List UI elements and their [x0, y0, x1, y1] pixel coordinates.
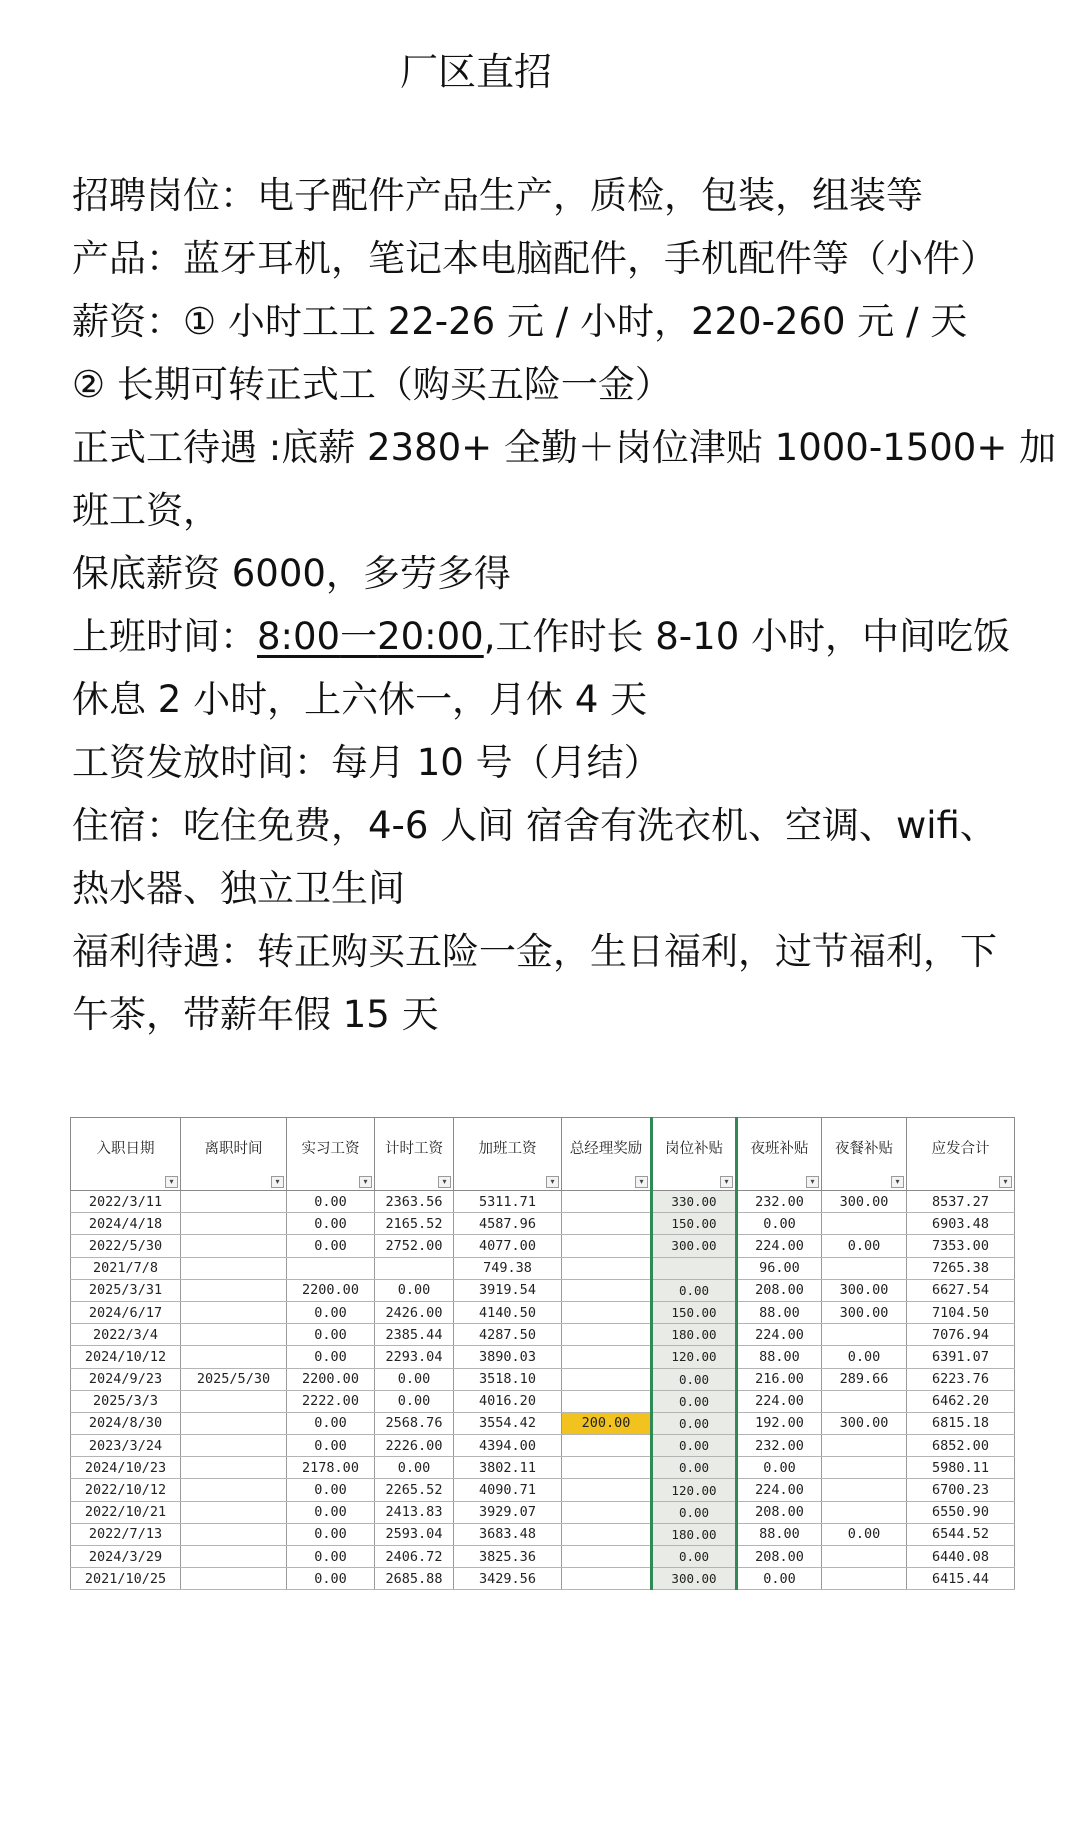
- table-cell: 208.00: [737, 1279, 822, 1301]
- table-cell: 3802.11: [454, 1457, 562, 1479]
- table-cell: 0.00: [287, 1546, 375, 1568]
- table-cell: 2226.00: [375, 1435, 454, 1457]
- table-cell: [181, 1235, 287, 1257]
- table-cell: 7353.00: [907, 1235, 1015, 1257]
- table-cell: 0.00: [287, 1523, 375, 1545]
- table-cell: 2593.04: [375, 1523, 454, 1545]
- recruitment-details: [72, 164, 1057, 1046]
- filter-dropdown-icon[interactable]: ▾: [635, 1176, 648, 1188]
- table-row: [71, 1501, 1015, 1523]
- table-cell: [562, 1457, 652, 1479]
- table-cell: [652, 1257, 737, 1279]
- table-cell: 0.00: [375, 1457, 454, 1479]
- table-cell: [562, 1191, 652, 1213]
- column-header: [287, 1118, 375, 1191]
- table-cell: 2022/7/13: [71, 1523, 181, 1545]
- payroll-table: [70, 1117, 1015, 1590]
- filter-dropdown-icon[interactable]: ▾: [999, 1176, 1012, 1188]
- table-cell: 120.00: [652, 1346, 737, 1368]
- table-cell: 0.00: [652, 1368, 737, 1390]
- table-cell: 0.00: [822, 1235, 907, 1257]
- table-cell: [181, 1501, 287, 1523]
- table-cell: 0.00: [375, 1279, 454, 1301]
- table-cell: [181, 1191, 287, 1213]
- table-cell: 2024/10/23: [71, 1457, 181, 1479]
- table-cell: [181, 1523, 287, 1545]
- column-header: [71, 1118, 181, 1191]
- column-header: [181, 1118, 287, 1191]
- table-cell: 300.00: [652, 1568, 737, 1590]
- table-cell: 2022/10/12: [71, 1479, 181, 1501]
- table-cell: 4077.00: [454, 1235, 562, 1257]
- table-cell: 150.00: [652, 1301, 737, 1323]
- table-cell: 0.00: [737, 1457, 822, 1479]
- table-row: [71, 1457, 1015, 1479]
- table-cell: 0.00: [287, 1479, 375, 1501]
- table-cell: [562, 1257, 652, 1279]
- table-cell: 6440.08: [907, 1546, 1015, 1568]
- table-cell: 2178.00: [287, 1457, 375, 1479]
- table-cell: 2165.52: [375, 1213, 454, 1235]
- table-cell: [181, 1457, 287, 1479]
- table-cell: 0.00: [287, 1501, 375, 1523]
- table-cell: 6223.76: [907, 1368, 1015, 1390]
- table-cell: 6462.20: [907, 1390, 1015, 1412]
- table-cell: 2022/5/30: [71, 1235, 181, 1257]
- table-cell: 0.00: [287, 1412, 375, 1434]
- table-cell: 0.00: [287, 1213, 375, 1235]
- table-cell: 0.00: [652, 1279, 737, 1301]
- column-header: [652, 1118, 737, 1191]
- table-cell: 3554.42: [454, 1412, 562, 1434]
- table-cell: 8537.27: [907, 1191, 1015, 1213]
- table-cell: [181, 1568, 287, 1590]
- table-cell: [562, 1368, 652, 1390]
- table-cell: 0.00: [822, 1523, 907, 1545]
- table-cell: 5311.71: [454, 1191, 562, 1213]
- table-cell: 7104.50: [907, 1301, 1015, 1323]
- table-row: [71, 1191, 1015, 1213]
- table-cell: 88.00: [737, 1523, 822, 1545]
- full-time-benefits-line: 正式工待遇 :底薪 2380+ 全勤＋岗位津贴 1000-1500+ 加: [72, 426, 1057, 469]
- table-cell: 2024/6/17: [71, 1301, 181, 1323]
- table-row: [71, 1279, 1015, 1301]
- column-header: [907, 1118, 1015, 1191]
- table-row: [71, 1235, 1015, 1257]
- table-cell: 0.00: [652, 1390, 737, 1412]
- filter-dropdown-icon[interactable]: ▾: [165, 1176, 178, 1188]
- table-cell: 0.00: [287, 1191, 375, 1213]
- table-cell: 6544.52: [907, 1523, 1015, 1545]
- table-cell: [822, 1390, 907, 1412]
- table-cell: 289.66: [822, 1368, 907, 1390]
- table-cell: 180.00: [652, 1324, 737, 1346]
- payday-line: 工资发放时间：每月 10 号（月结）: [72, 741, 661, 784]
- table-cell: 2385.44: [375, 1324, 454, 1346]
- table-cell: [562, 1568, 652, 1590]
- table-cell: 2022/3/11: [71, 1191, 181, 1213]
- table-row: [71, 1435, 1015, 1457]
- column-header: [562, 1118, 652, 1191]
- filter-dropdown-icon[interactable]: ▾: [546, 1176, 559, 1188]
- table-cell: 6700.23: [907, 1479, 1015, 1501]
- table-cell: 2024/8/30: [71, 1412, 181, 1434]
- table-cell: 4287.50: [454, 1324, 562, 1346]
- filter-dropdown-icon[interactable]: ▾: [720, 1176, 733, 1188]
- table-cell: 300.00: [822, 1412, 907, 1434]
- table-cell: [562, 1279, 652, 1301]
- table-cell: 2021/7/8: [71, 1257, 181, 1279]
- table-cell: 0.00: [652, 1435, 737, 1457]
- table-cell: 88.00: [737, 1301, 822, 1323]
- positions-line: 招聘岗位：电子配件产品生产，质检，包装，组装等: [72, 174, 923, 217]
- column-header-label: 离职时间: [204, 1140, 263, 1157]
- work-time-end: 20:00: [377, 615, 484, 658]
- table-cell: [181, 1546, 287, 1568]
- table-cell: 0.00: [287, 1435, 375, 1457]
- table-cell: [181, 1435, 287, 1457]
- table-cell: 88.00: [737, 1346, 822, 1368]
- accommodation-line: 住宿：吃住免费，4-6 人间 宿舍有洗衣机、空调、wifi、: [72, 804, 997, 847]
- column-header-label: 实习工资: [301, 1140, 360, 1157]
- table-cell: 96.00: [737, 1257, 822, 1279]
- table-cell: 0.00: [375, 1368, 454, 1390]
- table-cell: [822, 1546, 907, 1568]
- table-cell: 3429.56: [454, 1568, 562, 1590]
- table-cell: 208.00: [737, 1501, 822, 1523]
- table-row: [71, 1568, 1015, 1590]
- table-cell: [562, 1479, 652, 1501]
- column-header: [375, 1118, 454, 1191]
- column-header-label: 总经理奖励: [569, 1140, 643, 1157]
- table-cell: 120.00: [652, 1479, 737, 1501]
- table-cell: [822, 1568, 907, 1590]
- table-cell: 2025/5/30: [181, 1368, 287, 1390]
- work-time-start: 8:00: [257, 615, 341, 658]
- table-cell: 0.00: [287, 1568, 375, 1590]
- column-header: [737, 1118, 822, 1191]
- page-title: 厂区直招: [400, 50, 553, 94]
- work-time-line: [72, 605, 1022, 668]
- table-cell: [181, 1390, 287, 1412]
- table-row: [71, 1257, 1015, 1279]
- table-cell: [562, 1235, 652, 1257]
- table-cell: 2025/3/3: [71, 1390, 181, 1412]
- table-cell: 0.00: [652, 1546, 737, 1568]
- table-cell: 2022/10/21: [71, 1501, 181, 1523]
- table-cell: 0.00: [287, 1346, 375, 1368]
- table-cell: 0.00: [287, 1324, 375, 1346]
- table-cell: [562, 1324, 652, 1346]
- table-header-row: [71, 1118, 1015, 1191]
- table-cell: 300.00: [652, 1235, 737, 1257]
- table-cell: 0.00: [652, 1457, 737, 1479]
- table-cell: 7076.94: [907, 1324, 1015, 1346]
- table-cell: 6415.44: [907, 1568, 1015, 1590]
- table-cell: 3929.07: [454, 1501, 562, 1523]
- table-cell: 6903.48: [907, 1213, 1015, 1235]
- table-cell: 216.00: [737, 1368, 822, 1390]
- table-cell: 2406.72: [375, 1546, 454, 1568]
- table-cell: 2200.00: [287, 1368, 375, 1390]
- table-cell: 180.00: [652, 1523, 737, 1545]
- table-cell: [181, 1279, 287, 1301]
- table-cell: 330.00: [652, 1191, 737, 1213]
- table-cell: [181, 1257, 287, 1279]
- table-cell: [822, 1479, 907, 1501]
- filter-dropdown-icon[interactable]: ▾: [891, 1176, 904, 1188]
- products-line: 产品：蓝牙耳机，笔记本电脑配件，手机配件等（小件）: [72, 237, 997, 280]
- table-cell: 300.00: [822, 1301, 907, 1323]
- table-cell: 200.00: [562, 1412, 652, 1434]
- table-cell: [562, 1346, 652, 1368]
- column-header-label: 夜餐补贴: [835, 1140, 893, 1157]
- table-cell: [181, 1346, 287, 1368]
- welfare-line-cont: 午茶，带薪年假 15 天: [72, 993, 439, 1036]
- table-cell: 0.00: [287, 1235, 375, 1257]
- table-cell: 6815.18: [907, 1412, 1015, 1434]
- table-cell: 4140.50: [454, 1301, 562, 1323]
- table-cell: [181, 1412, 287, 1434]
- rest-line: 休息 2 小时，上六休一，月休 4 天: [72, 678, 648, 721]
- table-cell: 0.00: [375, 1390, 454, 1412]
- table-cell: 300.00: [822, 1191, 907, 1213]
- table-row: [71, 1368, 1015, 1390]
- table-cell: 2025/3/31: [71, 1279, 181, 1301]
- table-cell: [181, 1301, 287, 1323]
- full-time-option-line: ② 长期可转正式工（购买五险一金）: [72, 363, 672, 406]
- table-cell: 150.00: [652, 1213, 737, 1235]
- table-row: [71, 1346, 1015, 1368]
- table-cell: 0.00: [737, 1568, 822, 1590]
- table-body: [71, 1191, 1015, 1590]
- table-cell: [562, 1390, 652, 1412]
- table-cell: 224.00: [737, 1390, 822, 1412]
- table-cell: 208.00: [737, 1546, 822, 1568]
- table-cell: 6550.90: [907, 1501, 1015, 1523]
- column-header-label: 入职日期: [96, 1140, 155, 1157]
- table-cell: [562, 1435, 652, 1457]
- filter-dropdown-icon[interactable]: ▾: [438, 1176, 451, 1188]
- full-time-benefits-line-cont: 班工资，: [72, 489, 220, 532]
- table-cell: 2413.83: [375, 1501, 454, 1523]
- table-cell: 6852.00: [907, 1435, 1015, 1457]
- table-cell: 2265.52: [375, 1479, 454, 1501]
- table-cell: 6391.07: [907, 1346, 1015, 1368]
- table-cell: [181, 1479, 287, 1501]
- table-cell: 2023/3/24: [71, 1435, 181, 1457]
- filter-dropdown-icon[interactable]: ▾: [359, 1176, 372, 1188]
- table-cell: 2200.00: [287, 1279, 375, 1301]
- table-cell: 2222.00: [287, 1390, 375, 1412]
- table-cell: 192.00: [737, 1412, 822, 1434]
- table-cell: 224.00: [737, 1324, 822, 1346]
- table-cell: 4587.96: [454, 1213, 562, 1235]
- table-cell: 4090.71: [454, 1479, 562, 1501]
- table-cell: 3919.54: [454, 1279, 562, 1301]
- column-header: [822, 1118, 907, 1191]
- table-cell: 232.00: [737, 1191, 822, 1213]
- work-time-dash: 一: [340, 615, 378, 658]
- table-cell: 2426.00: [375, 1301, 454, 1323]
- table-cell: 4016.20: [454, 1390, 562, 1412]
- table-cell: 3825.36: [454, 1546, 562, 1568]
- table-row: [71, 1301, 1015, 1323]
- welfare-line: 福利待遇：转正购买五险一金，生日福利，过节福利，下: [72, 930, 997, 973]
- work-time-suffix: ,工作时长 8-10 小时，中间吃饭: [483, 615, 1010, 658]
- table-cell: 2024/4/18: [71, 1213, 181, 1235]
- table-cell: [375, 1257, 454, 1279]
- accommodation-line-cont: 热水器、独立卫生间: [72, 867, 405, 910]
- column-header-label: 加班工资: [478, 1140, 537, 1157]
- table-cell: [822, 1457, 907, 1479]
- table-cell: 3890.03: [454, 1346, 562, 1368]
- table-cell: 6627.54: [907, 1279, 1015, 1301]
- table-cell: 3518.10: [454, 1368, 562, 1390]
- table-row: [71, 1546, 1015, 1568]
- table-cell: [822, 1501, 907, 1523]
- table-cell: 4394.00: [454, 1435, 562, 1457]
- table-cell: 2752.00: [375, 1235, 454, 1257]
- table-cell: 2024/9/23: [71, 1368, 181, 1390]
- table-cell: 2363.56: [375, 1191, 454, 1213]
- table-cell: 5980.11: [907, 1457, 1015, 1479]
- table-cell: [822, 1324, 907, 1346]
- table-cell: 2568.76: [375, 1412, 454, 1434]
- table-cell: [562, 1301, 652, 1323]
- table-cell: [562, 1213, 652, 1235]
- table-cell: [822, 1213, 907, 1235]
- table-cell: 0.00: [822, 1346, 907, 1368]
- table-cell: 300.00: [822, 1279, 907, 1301]
- column-header-label: 夜班补贴: [750, 1140, 809, 1157]
- guaranteed-salary-line: 保底薪资 6000，多劳多得: [72, 552, 511, 595]
- table-cell: 2024/10/12: [71, 1346, 181, 1368]
- table-cell: [562, 1501, 652, 1523]
- work-time-prefix: 上班时间：: [72, 615, 257, 658]
- table-row: [71, 1390, 1015, 1412]
- column-header-label: 岗位补贴: [665, 1140, 723, 1157]
- table-cell: [562, 1523, 652, 1545]
- payroll-spreadsheet-image: [70, 1117, 1014, 1587]
- table-cell: 7265.38: [907, 1257, 1015, 1279]
- table-row: [71, 1324, 1015, 1346]
- table-cell: 749.38: [454, 1257, 562, 1279]
- table-cell: 2021/10/25: [71, 1568, 181, 1590]
- salary-line: 薪资：① 小时工工 22-26 元 / 小时，220-260 元 / 天: [72, 300, 968, 343]
- filter-dropdown-icon[interactable]: ▾: [806, 1176, 819, 1188]
- table-cell: 2685.88: [375, 1568, 454, 1590]
- table-cell: 2293.04: [375, 1346, 454, 1368]
- table-cell: 2022/3/4: [71, 1324, 181, 1346]
- table-cell: [181, 1324, 287, 1346]
- table-row: [71, 1412, 1015, 1434]
- table-row: [71, 1479, 1015, 1501]
- table-cell: [181, 1213, 287, 1235]
- table-row: [71, 1523, 1015, 1545]
- table-cell: 224.00: [737, 1479, 822, 1501]
- column-header: [454, 1118, 562, 1191]
- table-cell: [822, 1435, 907, 1457]
- column-header-label: 应发合计: [931, 1140, 990, 1157]
- filter-dropdown-icon[interactable]: ▾: [271, 1176, 284, 1188]
- table-cell: [287, 1257, 375, 1279]
- column-header-label: 计时工资: [385, 1140, 443, 1157]
- table-cell: 232.00: [737, 1435, 822, 1457]
- table-cell: 2024/3/29: [71, 1546, 181, 1568]
- table-cell: 0.00: [287, 1301, 375, 1323]
- table-row: [71, 1213, 1015, 1235]
- table-cell: 0.00: [652, 1501, 737, 1523]
- table-cell: [822, 1257, 907, 1279]
- table-cell: [562, 1546, 652, 1568]
- table-cell: 3683.48: [454, 1523, 562, 1545]
- table-cell: 0.00: [652, 1412, 737, 1434]
- table-cell: 0.00: [737, 1213, 822, 1235]
- table-cell: 224.00: [737, 1235, 822, 1257]
